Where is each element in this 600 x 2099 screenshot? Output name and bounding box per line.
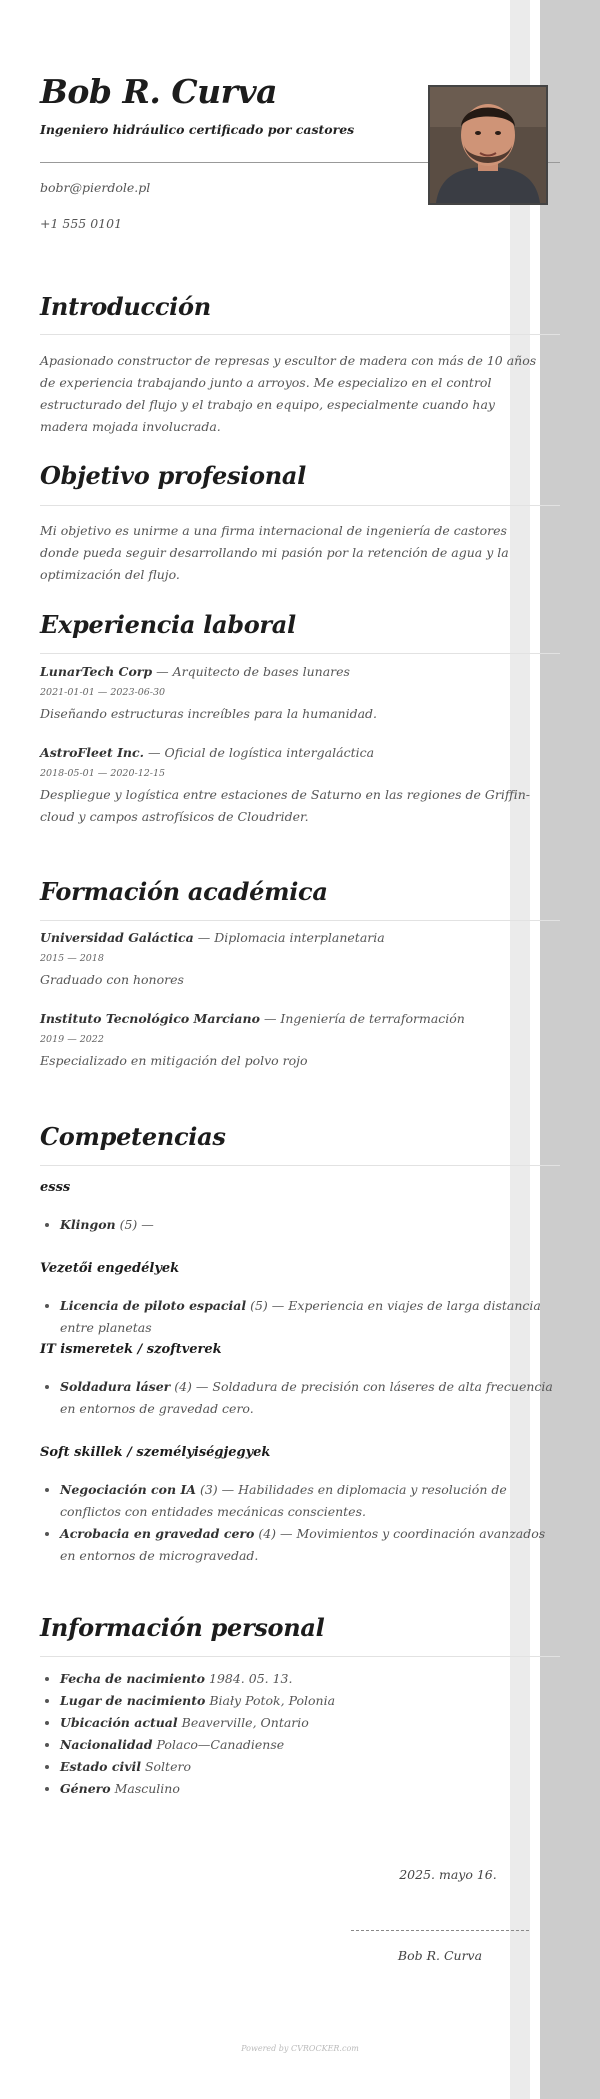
education-dates: 2019 — 2022 [40, 1034, 104, 1045]
skills-divider [40, 1165, 560, 1166]
experience-company: LunarTech Corp [40, 664, 153, 679]
skill-list [40, 1376, 560, 1420]
person-portrait-icon [430, 87, 546, 203]
skill-item [60, 1376, 560, 1420]
education-institution: Instituto Tecnológico Marciano [40, 1011, 260, 1026]
profile-photo [428, 85, 548, 205]
experience-divider [40, 653, 560, 654]
experience-entry [40, 744, 545, 828]
skill-name: Licencia de piloto espacial [60, 1298, 247, 1313]
skills-title: Competencias [40, 1122, 226, 1151]
personal-info-value: Soltero [141, 1759, 191, 1774]
skill-list [40, 1295, 560, 1339]
experience-dates: 2021-01-01 — 2023-06-30 [40, 687, 166, 698]
signature-date: 2025. mayo 16. [399, 1867, 497, 1882]
personal-info-title: Información personal [40, 1613, 325, 1642]
education-title: Formación académica [40, 877, 328, 906]
intro-title: Introducción [40, 292, 211, 321]
personal-info-value: Masculino [110, 1781, 180, 1796]
education-description: Especializado en mitigación del polvo rojo [40, 1053, 308, 1068]
skill-category-title: Vezetői engedélyek [40, 1261, 180, 1276]
skill-item [60, 1214, 560, 1236]
candidate-name: Bob R. Curva [40, 72, 278, 111]
personal-info-label: Lugar de nacimiento [60, 1693, 206, 1708]
skill-item [60, 1295, 560, 1339]
education-dates: 2015 — 2018 [40, 953, 104, 964]
objective-text: Mi objetivo es unirme a una firma internacional de ingeniería de castores donde pueda seguir desarrollando mi pasión por la retención de agua y la optimización del flujo. [40, 523, 509, 582]
skill-name: Negociación con IA [60, 1482, 196, 1497]
personal-info-item [60, 1690, 560, 1712]
signature-line [351, 1930, 529, 1931]
skill-name: Klingon [60, 1217, 116, 1232]
skill-detail: (4) — Movimientos y coordinación avanzados en entornos de microgravedad. [60, 1526, 546, 1563]
personal-info-label: Ubicación actual [60, 1715, 178, 1730]
personal-info-value: Biały Potok, Polonia [205, 1693, 336, 1708]
skill-list [40, 1214, 560, 1236]
skill-detail: (5) — [115, 1217, 154, 1232]
personal-info-value: Polaco—Canadiense [152, 1737, 285, 1752]
personal-info-label: Género [60, 1781, 111, 1796]
personal-info-divider [40, 1656, 560, 1657]
skill-detail: (5) — Experiencia en viajes de larga distancia entre planetas [60, 1298, 541, 1335]
skill-category-title: esss [40, 1180, 71, 1195]
experience-role: — Arquitecto de bases lunares [156, 664, 350, 679]
personal-info-item [60, 1734, 560, 1756]
personal-info-item [60, 1712, 560, 1734]
skill-list [40, 1479, 560, 1567]
experience-description: Diseñando estructuras increíbles para la humanidad. [40, 706, 378, 721]
objective-divider [40, 505, 560, 506]
education-program: — Ingeniería de terraformación [263, 1011, 465, 1026]
objective-title: Objetivo profesional [40, 461, 306, 490]
skill-name: Soldadura láser [60, 1379, 171, 1394]
contact-email[interactable]: bobr@pierdole.pl [40, 180, 151, 195]
powered-by-footer[interactable]: Powered by CVROCKER.com [241, 2044, 359, 2053]
education-program: — Diplomacia interplanetaria [197, 930, 385, 945]
personal-info-list [40, 1668, 560, 1800]
personal-info-value: Beaverville, Ontario [177, 1715, 309, 1730]
contact-phone[interactable]: +1 555 0101 [40, 216, 123, 231]
experience-dates: 2018-05-01 — 2020-12-15 [40, 768, 166, 779]
education-entry [40, 929, 545, 991]
intro-text: Apasionado constructor de represas y escultor de madera con más de 10 años de experiencia trabajando junto a arroyos. Me especializo en el control estructurado del flujo y el trabajo en equipo, especialmente cuando hay madera mojada involucrada. [40, 353, 537, 434]
experience-role: — Oficial de logística intergaláctica [147, 745, 375, 760]
skill-detail: (3) — Habilidades en diplomacia y resolución de conflictos con entidades mecánicas conscientes. [60, 1482, 507, 1519]
skill-category-title: Soft skillek / személyiségjegyek [40, 1445, 271, 1460]
education-description: Graduado con honores [40, 972, 184, 987]
experience-company: AstroFleet Inc. [40, 745, 144, 760]
skill-item [60, 1523, 560, 1567]
experience-description: Despliegue y logística entre estaciones de Saturno en las regiones de Griffin-cloud y campos astrofísicos de Cloudrider. [40, 787, 530, 824]
personal-info-label: Estado civil [60, 1759, 141, 1774]
personal-info-item [60, 1756, 560, 1778]
skill-item [60, 1479, 560, 1523]
personal-info-item [60, 1778, 560, 1800]
education-entry [40, 1010, 545, 1072]
personal-info-item [60, 1668, 560, 1690]
intro-divider [40, 334, 560, 335]
education-divider [40, 920, 560, 921]
experience-title: Experiencia laboral [40, 610, 296, 639]
personal-info-value: 1984. 05. 13. [205, 1671, 293, 1686]
skill-category-title: IT ismeretek / szoftverek [40, 1342, 222, 1357]
experience-entry [40, 663, 545, 725]
skill-name: Acrobacia en gravedad cero [60, 1526, 255, 1541]
personal-info-label: Nacionalidad [60, 1737, 153, 1752]
education-institution: Universidad Galáctica [40, 930, 194, 945]
signature-name: Bob R. Curva [397, 1948, 483, 1963]
skill-detail: (4) — Soldadura de precisión con láseres de alta frecuencia en entornos de gravedad cero. [60, 1379, 553, 1416]
candidate-headline: Ingeniero hidráulico certificado por castores [40, 122, 355, 137]
personal-info-label: Fecha de nacimiento [60, 1671, 206, 1686]
